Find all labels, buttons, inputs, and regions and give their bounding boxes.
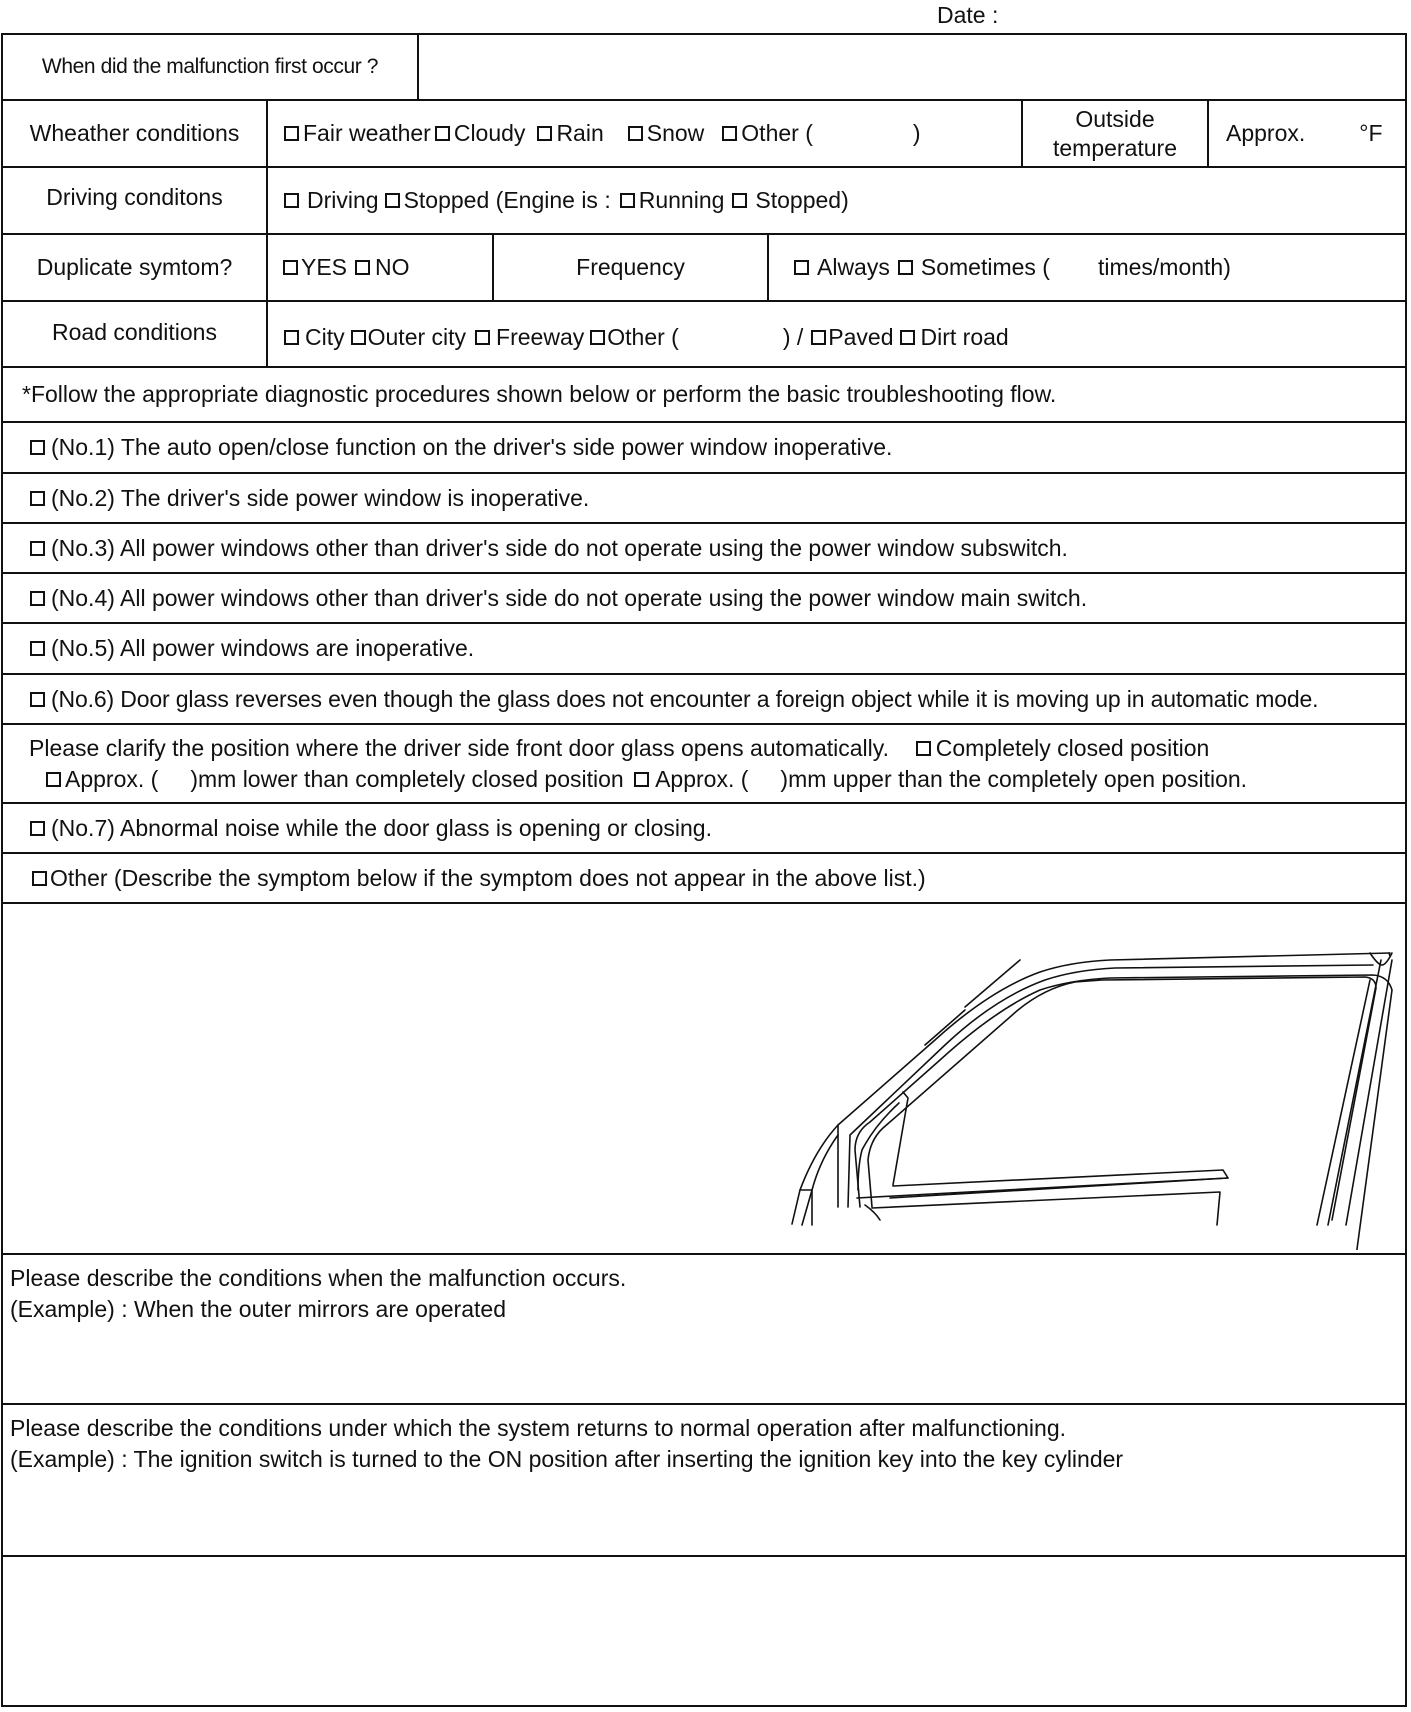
diagnostic-note: *Follow the appropriate diagnostic procedures shown below or perform the basic troubleshooting flow. [22,381,1057,407]
checkbox-icon[interactable] [634,772,649,787]
symptom-5[interactable] [30,624,1405,673]
first-occur-label: When did the malfunction first occur ? [41,55,379,78]
frequency-options [769,235,1405,300]
weather-option-other[interactable] [722,120,813,147]
weather-option-cloudy[interactable] [435,120,526,147]
describe-recovery-field[interactable] [3,1480,1405,1555]
weather-option-rain[interactable] [537,120,603,147]
duplicate-option-no[interactable] [355,254,410,281]
option-label: Approx. ( [655,766,749,792]
option-label: Completely closed position [935,735,1210,761]
frequency-option-always[interactable] [794,254,890,281]
checkbox-icon[interactable] [32,871,47,886]
describe-recovery-prompt: Please describe the conditions under which the system returns to normal operation after malfunctioning. [10,1415,1067,1441]
checkbox-icon[interactable] [794,260,809,275]
checkbox-icon[interactable] [898,260,913,275]
checkbox-icon[interactable] [30,692,45,707]
clarify-options-line [46,764,1247,795]
road-option-freeway[interactable] [475,324,584,351]
checkbox-icon[interactable] [351,330,366,345]
option-label: YES [301,254,348,280]
symptom-4[interactable] [30,574,1405,622]
checkbox-icon[interactable] [916,741,931,756]
checkbox-icon[interactable] [30,591,45,606]
temp-approx-label: Approx. [1226,120,1306,146]
symptom-6[interactable] [30,675,1405,723]
road-separator: ) / [782,323,804,350]
checkbox-icon[interactable] [900,330,915,345]
road-label: Road conditions [52,318,217,345]
door-window-outline-icon [780,920,1400,1250]
outside-temp-label-line1: Outside [1075,105,1155,132]
symptom-label: (No.3) All power windows other than driver's side do not operate using the power window subswitch. [51,534,1068,561]
option-label: City [305,323,345,350]
option-label: Cloudy [453,120,526,146]
checkbox-icon[interactable] [355,260,370,275]
checkbox-icon[interactable] [284,193,299,208]
row-divider [1,723,1407,725]
checkbox-icon[interactable] [30,641,45,656]
duplicate-options [268,235,492,300]
option-label: Paved [828,323,894,350]
symptom-label: (No.5) All power windows are inoperative. [51,635,475,661]
checkbox-icon[interactable] [628,126,643,141]
checkbox-icon[interactable] [284,126,299,141]
symptom-1[interactable] [30,423,1405,472]
clarify-option-closed[interactable] [916,733,1210,764]
symptom-label: Other (Describe the symptom below if the symptom does not appear in the above list.) [50,864,926,891]
checkbox-icon[interactable] [620,193,635,208]
driving-option-stopped[interactable] [385,187,611,214]
option-label: Freeway [496,323,585,350]
option-label: NO [375,254,410,280]
checkbox-icon[interactable] [537,126,552,141]
road-option-city[interactable] [284,324,345,351]
weather-other-close: ) [912,120,921,146]
first-occur-field[interactable] [419,35,1405,99]
option-label: Driving [307,187,379,213]
option-label: Dirt road [920,323,1009,350]
option-label: Rain [556,120,604,146]
clarify-question: Please clarify the position where the driver side front door glass opens automatically. [29,735,889,761]
option-label: Running [638,187,725,213]
frequency-label: Frequency [576,254,685,280]
driving-label: Driving conditons [46,184,223,210]
describe-recovery-example: (Example) : The ignition switch is turned to the ON position after inserting the ignition key into the key cylinder [10,1446,1124,1472]
clarify-option-upper[interactable] [634,764,748,795]
date-label: Date : [937,2,999,28]
checkbox-icon[interactable] [435,126,450,141]
option-label: Other ( [607,323,679,350]
outside-temp-label-line2: temperature [1052,134,1177,161]
road-option-outer-city[interactable] [351,324,466,351]
checkbox-icon[interactable] [385,193,400,208]
symptom-label: (No.1) The auto open/close function on the driver's side power window inoperative. [51,434,893,460]
checkbox-icon[interactable] [811,330,826,345]
checkbox-icon[interactable] [722,126,737,141]
describe-malfunction-prompt: Please describe the conditions when the malfunction occurs. [10,1265,627,1291]
option-label: Sometimes ( [920,254,1050,280]
checkbox-icon[interactable] [30,821,45,836]
road-options [268,302,1405,366]
checkbox-icon[interactable] [284,330,299,345]
engine-option-stopped[interactable] [732,187,848,214]
weather-option-fair[interactable] [284,120,431,147]
option-label: Always [817,254,890,280]
frequency-suffix: times/month) [1097,254,1231,280]
row-divider [1,1253,1407,1255]
weather-options [268,101,1021,166]
additional-notes-field[interactable] [3,1557,1405,1705]
clarify-question-line [29,733,1209,764]
option-label: Fair weather [303,120,431,146]
frequency-option-sometimes[interactable] [898,254,1050,281]
checkbox-icon[interactable] [732,193,747,208]
row-divider [1,1403,1407,1405]
option-label: Other ( [741,120,813,146]
duplicate-label: Duplicate symtom? [36,254,233,280]
driving-options [268,168,1405,233]
engine-option-running[interactable] [620,187,725,214]
outside-temp-label [1023,101,1207,166]
symptom-label: (No.4) All power windows other than driver's side do not operate using the power window main switch. [51,584,1088,611]
weather-option-snow[interactable] [628,120,705,147]
road-option-dirt[interactable] [900,324,1009,351]
describe-malfunction-example: (Example) : When the outer mirrors are operated [10,1296,506,1322]
option-label-suffix: )mm lower than completely closed position [190,766,624,792]
option-label: Stopped (Engine is : [403,187,611,213]
temp-unit-label: °F [1359,120,1383,146]
checkbox-icon[interactable] [283,260,298,275]
clarify-option-lower[interactable] [46,764,158,795]
option-label-suffix: )mm upper than the completely open position. [780,766,1248,792]
checkbox-icon[interactable] [475,330,490,345]
symptom-label: (No.6) Door glass reverses even though the glass does not encounter a foreign object while it is moving up in automatic mode. [51,685,1319,712]
symptom-2[interactable] [30,474,1405,522]
checkbox-icon[interactable] [30,491,45,506]
outside-temp-field[interactable] [1209,101,1405,166]
option-label: Snow [646,120,705,146]
road-option-other[interactable] [590,324,679,351]
option-label: Approx. ( [65,766,159,792]
option-label: Outer city [367,323,467,350]
symptom-label: (No.7) Abnormal noise while the door glass is opening or closing. [51,814,712,841]
symptom-label: (No.2) The driver's side power window is inoperative. [51,484,590,511]
describe-malfunction-field[interactable] [3,1330,1405,1403]
driving-option-driving[interactable] [284,187,379,214]
checkbox-icon[interactable] [30,541,45,556]
symptom-7[interactable] [30,804,1405,852]
road-option-paved[interactable] [811,324,893,351]
checkbox-icon[interactable] [590,330,605,345]
checkbox-icon[interactable] [46,772,61,787]
weather-label: Wheather conditions [29,120,240,146]
symptom-3[interactable] [30,524,1405,572]
checkbox-icon[interactable] [30,440,45,455]
option-label: Stopped) [755,187,849,213]
duplicate-option-yes[interactable] [283,254,347,281]
symptom-other[interactable] [32,854,1407,902]
